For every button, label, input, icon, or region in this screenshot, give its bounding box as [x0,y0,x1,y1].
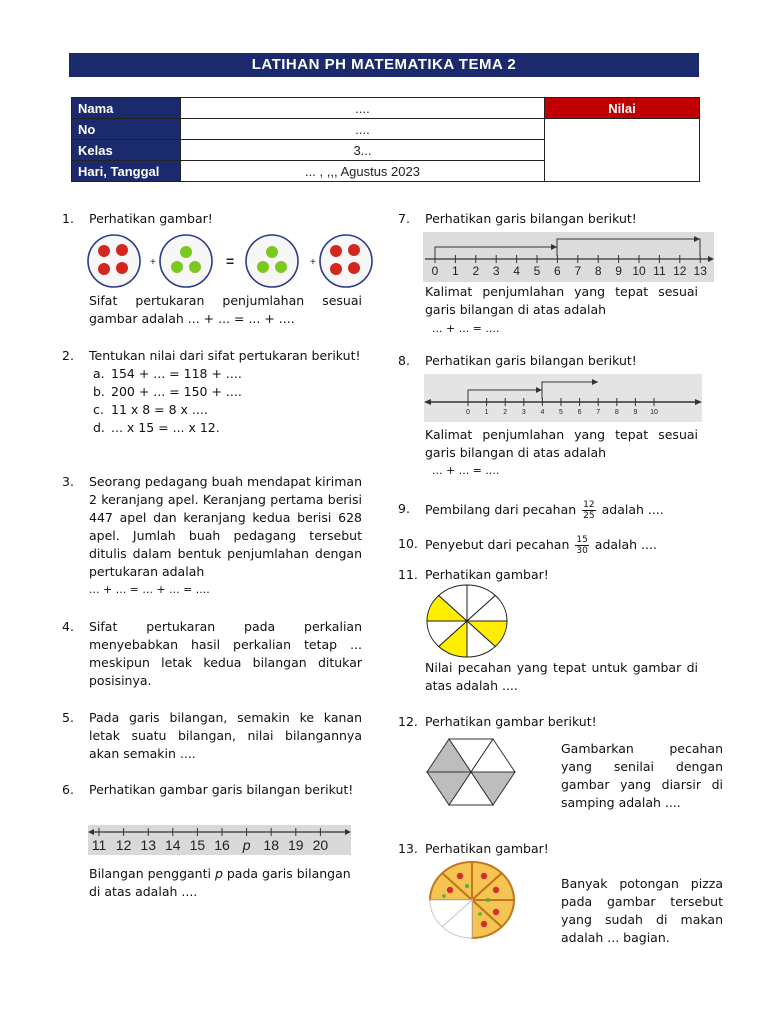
question-text: Perhatikan gambar! [425,841,549,856]
number-line-8-tick-label: 9 [633,409,638,416]
question-7-formula: ... + ... = .... [432,322,500,335]
number-line-7-tick-label: 2 [472,264,480,278]
fraction-12-25: $\frac{12}{25}$ [583,500,595,521]
plus-sign-1: + [150,257,156,268]
question-text: Perhatikan gambar garis bilangan berikut! [89,782,354,797]
question-text: Perhatikan gambar berikut! [425,714,597,729]
question-number: 13. [398,841,418,856]
number-line-7-tick-label: 10 [632,264,646,278]
apple-sets-illustration [84,234,374,289]
number-line-7-tick-label: 5 [533,264,541,278]
number-line-7-tick-label: 7 [574,264,582,278]
question-8-formula: ... + ... = .... [432,464,500,477]
question-3-formula: ... + ... = ... + ... = .... [89,583,210,596]
fraction-circle-diagram [424,583,510,659]
pizza-illustration [428,860,518,940]
question-number: 5. [62,710,74,725]
nilai-box [545,119,700,182]
question-text: Perhatikan gambar! [425,567,549,582]
number-line-7-tick-label: 12 [673,264,687,278]
number-line-7-tick-label: 4 [513,264,520,278]
number-line-6-tick-label: 18 [263,837,279,853]
question-12 [398,713,698,731]
value-no: .... [181,119,545,140]
number-line-0-13 [423,232,714,282]
number-line-8-tick-label: 6 [577,409,582,416]
label-tanggal: Hari, Tanggal [72,161,181,182]
list-item: b. 200 + ... = 150 + .... [93,384,242,399]
question-number: 2. [62,348,74,363]
question-8-answer: Kalimat penjumlahan yang tepat sesuai garis bilangan di atas adalah [425,427,698,460]
question-text: Seorang pedagang buah mendapat kiriman 2 keranjang apel. Keranjang pertama berisi 447 apel dan keranjang kedua berisi 628 apel. Jumlah buah pedagang tersebut ditulis dalam bentuk penjumlahan dengan pertukaran adalah [89,474,362,579]
number-line-8-tick-label: 4 [540,409,545,416]
number-line-7-tick-label: 13 [693,264,707,278]
number-line-8-tick-label: 10 [650,409,658,416]
question-11-answer: Nilai pecahan yang tepat untuk gambar di atas adalah .... [425,660,698,693]
value-tanggal: ... , ,,, Agustus 2023 [181,161,545,182]
question-text: Tentukan nilai dari sifat pertukaran berikut! [89,348,361,363]
number-line-6-tick-label: 16 [214,837,230,853]
number-line-6-tick-label: 11 [91,837,107,853]
number-line-6-tick-label: 15 [189,837,206,853]
number-line-8-tick-label: 5 [559,409,563,416]
number-line-8-tick-label: 0 [466,409,470,416]
question-4 [62,618,362,690]
question-number: 6. [62,782,74,797]
question-number: 11. [398,567,418,582]
number-line-7-tick-label: 8 [594,264,602,278]
plus-sign-2: + [310,257,316,268]
question-10: 10. Penyebut dari pecahan $\frac{15}{30}$ adalah .... [398,535,657,556]
question-text: Perhatikan gambar! [89,211,213,226]
number-line-8-tick-label: 2 [503,409,508,416]
number-line-7-tick-label: 3 [492,264,500,278]
question-number: 12. [398,714,418,729]
question-number: 9. [398,501,410,516]
question-9: 9. Pembilang dari pecahan $\frac{12}{25}$ adalah .... [398,500,664,521]
question-number: 1. [62,211,74,226]
question-7-answer: Kalimat penjumlahan yang tepat sesuai garis bilangan di atas adalah [425,284,698,317]
question-13 [398,840,698,858]
value-nama: .... [181,98,545,119]
question-12-answer: Gambarkan pecahan yang senilai dengan gambar yang diarsir di samping adalah .... [561,741,723,810]
question-number: 10. [398,536,418,551]
question-text: Perhatikan garis bilangan berikut! [425,353,637,368]
question-1 [62,210,362,228]
number-line-8-tick-label: 3 [521,409,526,416]
question-number: 3. [62,474,74,489]
number-line-6-tick-label: 12 [115,837,132,853]
question-13-answer: Banyak potongan pizza pada gambar tersebut yang sudah di makan adalah ... bagian. [561,876,723,945]
variable-p: p [214,866,223,881]
label-no: No [72,119,181,140]
number-line-0-10 [424,374,702,422]
number-line-6-tick-label: 13 [140,837,156,853]
question-7 [398,210,698,228]
number-line-6-tick-label: 14 [165,837,181,853]
question-text: Perhatikan garis bilangan berikut! [425,211,637,226]
number-line-7-tick-label: 1 [452,264,459,278]
list-item: c. 11 x 8 = 8 x .... [93,402,208,417]
question-text: Pada garis bilangan, semakin ke kanan letak suatu bilangan, nilai bilangannya akan semakin .... [89,710,362,761]
question-11 [398,566,698,584]
label-nama: Nama [72,98,181,119]
question-5 [62,709,362,763]
question-6 [62,781,362,799]
hexagon-fraction-diagram [426,737,516,807]
number-line-8-tick-label: 1 [484,409,489,416]
question-2-items [93,365,362,437]
number-line-7-tick-label: 6 [554,264,561,278]
student-info-table [71,97,700,182]
number-line-7-tick-label: 0 [431,264,439,278]
page-title: LATIHAN PH MATEMATIKA TEMA 2 [69,53,699,77]
label-kelas: Kelas [72,140,181,161]
question-text: Penyebut dari pecahan [425,537,570,552]
number-line-7-tick-label: 9 [615,264,622,278]
equals-sign: = [226,253,235,269]
nilai-header: Nilai [545,98,700,119]
question-2 [62,347,362,437]
list-item: a. 154 + ... = 118 + .... [93,366,242,381]
question-3 [62,473,362,599]
number-line-11-20 [88,825,351,855]
question-1-answer: Sifat pertukaran penjumlahan sesuai gambar adalah ... + ... = ... + .... [89,293,362,326]
fraction-15-30: $\frac{15}{30}$ [576,535,588,556]
number-line-6-tick-label: 20 [312,837,329,853]
number-line-7-tick-label: 11 [653,264,666,278]
list-item: d. ... x 15 = ... x 12. [93,420,220,435]
number-line-8-tick-label: 8 [614,409,619,416]
number-line-8-tick-label: 7 [596,409,601,416]
number-line-6-tick-label: p [242,837,251,853]
question-text: Pembilang dari pecahan [425,502,577,517]
question-number: 4. [62,619,74,634]
question-8 [398,352,698,370]
question-number: 8. [398,353,410,368]
number-line-6-tick-label: 19 [288,837,304,853]
question-text: Sifat pertukaran pada perkalian menyebabkan hasil perkalian tetap ... meskipun letak kedua bilangan ditukar posisinya. [89,619,362,688]
question-number: 7. [398,211,410,226]
value-kelas: 3... [181,140,545,161]
question-6-answer: Bilangan pengganti p pada garis bilangan di atas adalah .... [89,866,351,899]
